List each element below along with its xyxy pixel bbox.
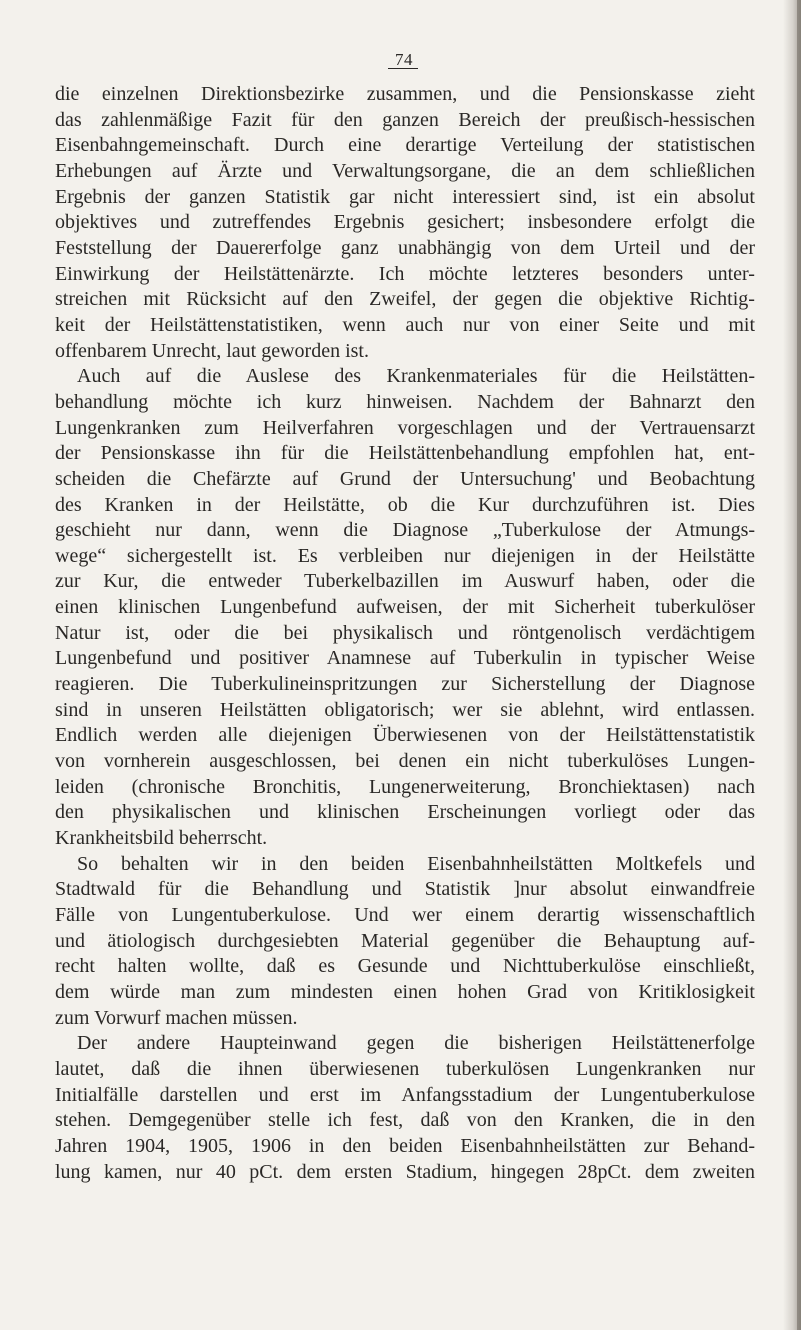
text-line: behandlung möchte ich kurz hinweisen. Nachdem der Bahnarzt den <box>55 390 755 413</box>
text-line: zur Kur, die entweder Tuberkelbazillen im Auswurf haben, oder die <box>55 570 755 593</box>
text-line: Feststellung der Dauererfolge ganz unabhängig von dem Urteil und der <box>55 236 755 259</box>
body-text <box>55 82 755 1185</box>
text-line: streichen mit Rücksicht auf den Zweifel, der gegen die objektive Richtig- <box>55 288 755 311</box>
text-line: reagieren. Die Tuberkulineinspritzungen zur Sicherstellung der Diagnose <box>55 673 755 696</box>
text-line: dem würde man zum mindesten einen hohen Grad von Kritiklosigkeit <box>55 980 755 1003</box>
text-line: offenbarem Unrecht, laut geworden ist. <box>55 339 369 362</box>
text-line: Jahren 1904, 1905, 1906 in den beiden Eisenbahnheilstätten zur Behand- <box>55 1134 755 1157</box>
text-line: So behalten wir in den beiden Eisenbahnheilstätten Moltkefels und <box>77 852 755 875</box>
text-line: scheiden die Chefärzte auf Grund der Untersuchung' und Beobachtung <box>55 467 755 490</box>
text-line: Endlich werden alle diejenigen Überwiesenen von der Heilstättenstatistik <box>55 724 755 747</box>
page-edge <box>797 0 801 1330</box>
text-line: Lungenkranken zum Heilverfahren vorgeschlagen und der Vertrauensarzt <box>55 416 755 439</box>
page-number: 74 <box>384 50 424 70</box>
text-line: von vornherein ausgeschlossen, bei denen ein nicht tuberkulöses Lungen- <box>55 750 755 773</box>
text-line: den physikalischen und klinischen Erscheinungen vorliegt oder das <box>55 801 755 824</box>
text-line: geschieht nur dann, wenn die Diagnose „Tuberkulose der Atmungs- <box>55 519 755 542</box>
text-line: Auch auf die Auslese des Krankenmateriales für die Heilstätten- <box>77 365 755 388</box>
text-line: Stadtwald für die Behandlung und Statistik ]nur absolut einwandfreie <box>55 878 755 901</box>
text-line: Der andere Haupteinwand gegen die bisherigen Heilstättenerfolge <box>77 1032 755 1055</box>
text-line: Eisenbahngemeinschaft. Durch eine derartige Verteilung der statistischen <box>55 134 755 157</box>
text-line: einen klinischen Lungenbefund aufweisen, der mit Sicherheit tuberkulöser <box>55 596 755 619</box>
paragraph-2 <box>55 364 755 851</box>
text-line: Krankheitsbild beherrscht. <box>55 827 268 850</box>
text-line: Lungenbefund und positiver Anamnese auf Tuberkulin in typischer Weise <box>55 647 755 670</box>
paragraph-1 <box>55 82 755 364</box>
text-line: sind in unseren Heilstätten obligatorisch; wer sie ablehnt, wird entlassen. <box>55 698 755 721</box>
text-line: keit der Heilstättenstatistiken, wenn auch nur von einer Seite und mit <box>55 313 755 336</box>
text-line: Fälle von Lungentuberkulose. Und wer einem derartig wissenschaftlich <box>55 904 755 926</box>
text-line: zum Vorwurf machen müssen. <box>55 1006 298 1029</box>
paragraph-3 <box>55 852 755 1032</box>
text-line: recht halten wollte, daß es Gesunde und Nichttuberkulöse einschließt, <box>55 955 755 978</box>
text-line: Initialfälle darstellen und erst im Anfangsstadium der Lungentuberkulose <box>55 1083 755 1106</box>
text-line: Natur ist, oder die bei physikalisch und röntgenolisch verdächtigem <box>55 621 755 644</box>
text-line: leiden (chronische Bronchitis, Lungenerweiterung, Bronchiektasen) nach <box>55 775 755 798</box>
text-line: und ätiologisch durchgesiebten Material gegenüber die Behauptung auf- <box>55 929 755 952</box>
text-line: Einwirkung der Heilstättenärzte. Ich möchte letzteres besonders unter- <box>55 262 755 285</box>
text-line: Ergebnis der ganzen Statistik gar nicht interessiert sind, ist ein absolut <box>55 185 755 208</box>
text-line: des Kranken in der Heilstätte, ob die Kur durchzuführen ist. Dies <box>55 493 755 516</box>
text-line: lung kamen, nur 40 pCt. dem ersten Stadium, hingegen 28pCt. dem zweiten <box>55 1160 755 1183</box>
text-line: die einzelnen Direktionsbezirke zusammen, und die Pensionskasse zieht <box>55 83 755 105</box>
text-line: wege“ sichergestellt ist. Es verbleiben nur diejenigen in der Heilstätte <box>55 544 755 567</box>
text-line: lautet, daß die ihnen überwiesenen tuberkulösen Lungenkranken nur <box>55 1057 755 1080</box>
paragraph-4 <box>55 1031 755 1185</box>
text-line: der Pensionskasse ihn für die Heilstättenbehandlung empfohlen hat, ent- <box>55 442 755 465</box>
text-line: objektives und zutreffendes Ergebnis gesichert; insbesondere erfolgt die <box>55 211 755 234</box>
text-line: Erhebungen auf Ärzte und Verwaltungsorgane, die an dem schließlichen <box>55 159 755 182</box>
text-line: stehen. Demgegenüber stelle ich fest, daß von den Kranken, die in den <box>55 1109 755 1132</box>
text-line: das zahlenmäßige Fazit für den ganzen Bereich der preußisch-hessischen <box>55 108 755 131</box>
